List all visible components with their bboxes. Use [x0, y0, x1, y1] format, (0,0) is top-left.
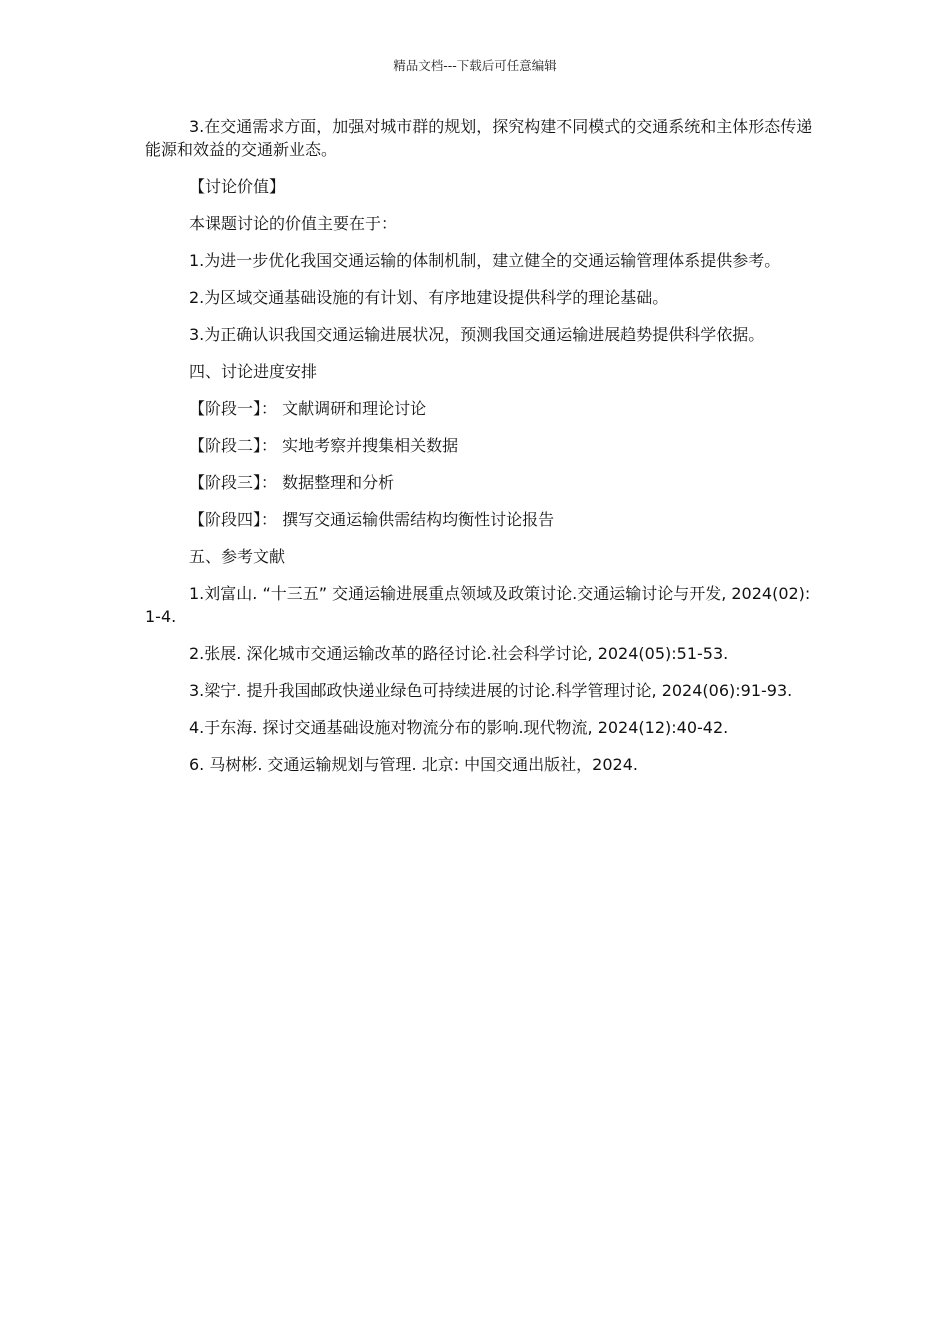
value-item-2: 2.为区域交通基础设施的有计划、有序地建设提供科学的理论基础。	[189, 288, 669, 307]
section-heading-references: 五、参考文献	[189, 547, 286, 566]
schedule-stage-1: 【阶段一】： 文献调研和理论讨论	[189, 399, 427, 418]
schedule-stage-3: 【阶段三】： 数据整理和分析	[189, 473, 395, 492]
reference-1: 1.刘富山. “十三五” 交通运输进展重点领域及政策讨论.交通运输讨论与开发, 2024(02):1-4.	[145, 584, 811, 626]
reference-6: 6. 马树彬. 交通运输规划与管理. 北京: 中国交通出版社，2024.	[189, 755, 638, 774]
value-item-3: 3.为正确认识我国交通运输进展状况，预测我国交通运输进展趋势提供科学依据。	[189, 325, 765, 344]
reference-2: 2.张展. 深化城市交通运输改革的路径讨论.社会科学讨论, 2024(05):51-53.	[189, 644, 729, 663]
section-heading-schedule: 四、讨论进度安排	[189, 362, 318, 381]
paragraph-value-intro: 本课题讨论的价值主要在于：	[189, 214, 398, 233]
reference-4: 4.于东海. 探讨交通基础设施对物流分布的影响.现代物流, 2024(12):40-42.	[189, 718, 729, 737]
schedule-stage-4: 【阶段四】： 撰写交通运输供需结构均衡性讨论报告	[189, 510, 555, 529]
paragraph-transport-demand: 3.在交通需求方面，加强对城市群的规划，探究构建不同模式的交通系统和主体形态传递能源和效益的交通新业态。	[145, 117, 813, 159]
reference-3: 3.梁宁. 提升我国邮政快递业绿色可持续进展的讨论.科学管理讨论, 2024(06):91-93.	[189, 681, 793, 700]
section-heading-research-value: 【讨论价值】	[189, 177, 286, 196]
page-header: 精品文档---下载后可任意编辑	[393, 58, 557, 73]
document-body	[145, 115, 817, 790]
value-item-1: 1.为进一步优化我国交通运输的体制机制，建立健全的交通运输管理体系提供参考。	[189, 251, 781, 270]
schedule-stage-2: 【阶段二】： 实地考察并搜集相关数据	[189, 436, 459, 455]
